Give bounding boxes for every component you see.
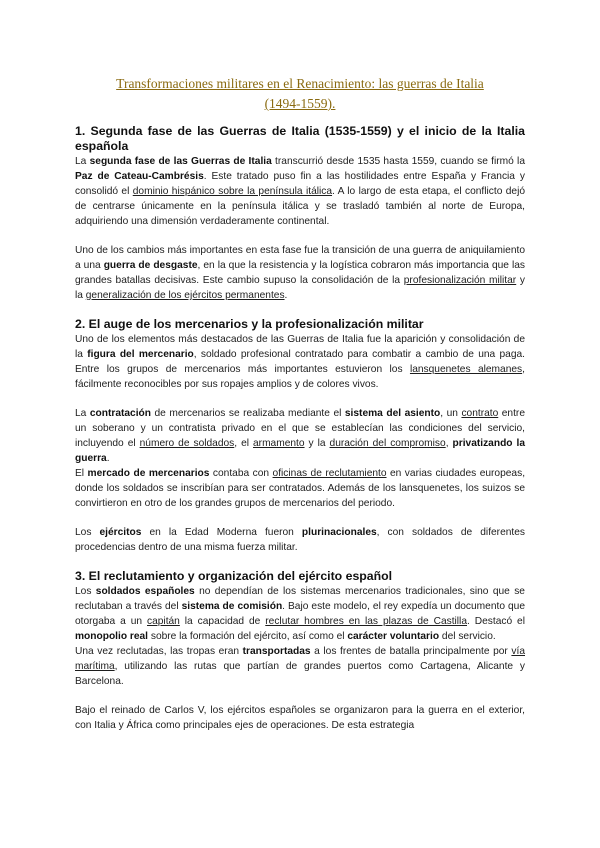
title-line-1: Transformaciones militares en el Renacimiento: las guerras de Italia	[116, 76, 484, 91]
section-3-heading: 3. El reclutamiento y organización del ejército español	[75, 569, 393, 583]
section-3-paragraph-1: Los soldados españoles no dependían de los sistemas mercenarios tradicionales, sino que se reclutaban a través del sistema de comisión. Bajo este modelo, el rey expedía un documento que otorgaba a un capitán la capacidad de reclutar hombres en las plazas de Castilla. Destacó el monopolio real sobre la formación del ejército, así como el carácter voluntario del servicio.	[75, 586, 525, 642]
section-3-paragraph-2: Una vez reclutadas, las tropas eran transportadas a los frentes de batalla principalmente por vía marítima, utilizando las rutas que partían de grandes puertos como Cartagena, Alicante y Barcelona.	[75, 646, 525, 687]
section-1-paragraph-2: Uno de los cambios más importantes en esta fase fue la transición de una guerra de aniquilamiento a una guerra de desgaste, en la que la resistencia y la logística cobraron más importancia que las grandes batallas decisivas. Este cambio supuso la consolidación de la profesionalización militar y la generalización de los ejércitos permanentes.	[75, 245, 526, 301]
title-line-2: (1494-1559).	[264, 96, 336, 111]
section-1-heading: 1. Segunda fase de las Guerras de Italia (1535-1559) y el inicio de la Italia española	[75, 124, 525, 153]
section-3-paragraph-3: Bajo el reinado de Carlos V, los ejércitos españoles se organizaron para la guerra en el exterior, con Italia y África como principales ejes de operaciones. De esta estrategia	[75, 705, 525, 731]
document-title	[75, 74, 525, 114]
document-body	[75, 124, 525, 733]
section-2-heading: 2. El auge de los mercenarios y la profesionalización militar	[75, 317, 424, 331]
section-1-paragraph-1: La segunda fase de las Guerras de Italia transcurrió desde 1535 hasta 1559, cuando se firmó la Paz de Cateau-Cambrésis. Este tratado puso fin a las hostilidades entre España y Francia y consolidó el dominio hispánico sobre la península itálica. A lo largo de esta etapa, el conflicto dejó de centrarse únicamente en la península itálica y se trasladó también al norte de Europa, adquiriendo una dimensión verdaderamente continental.	[75, 156, 526, 227]
section-2-paragraph-4: Los ejércitos en la Edad Moderna fueron plurinacionales, con soldados de diferentes procedencias dentro de una misma fuerza militar.	[75, 527, 525, 553]
section-2-paragraph-3: El mercado de mercenarios contaba con oficinas de reclutamiento en varias ciudades europeas, donde los soldados se inscribían para ser contratados. Además de los lansquenetes, los suizos se convirtieron en otro de los grandes grupos de mercenarios del periodo.	[75, 468, 526, 509]
section-2-paragraph-1: Uno de los elementos más destacados de las Guerras de Italia fue la aparición y consolidación de la figura del mercenario, soldado profesional contratado para combatir a cambio de una paga. Entre los grupos de mercenarios más importantes estuvieron los lansquenetes alemanes, fácilmente reconocibles por sus ropajes amplios y de colores vivos.	[75, 334, 526, 390]
section-2-paragraph-2: La contratación de mercenarios se realizaba mediante el sistema del asiento, un contrato entre un soberano y un contratista privado en el que se establecían las condiciones del servicio, incluyendo el número de soldados, el armamento y la duración del compromiso, privatizando la guerra.	[75, 408, 526, 464]
